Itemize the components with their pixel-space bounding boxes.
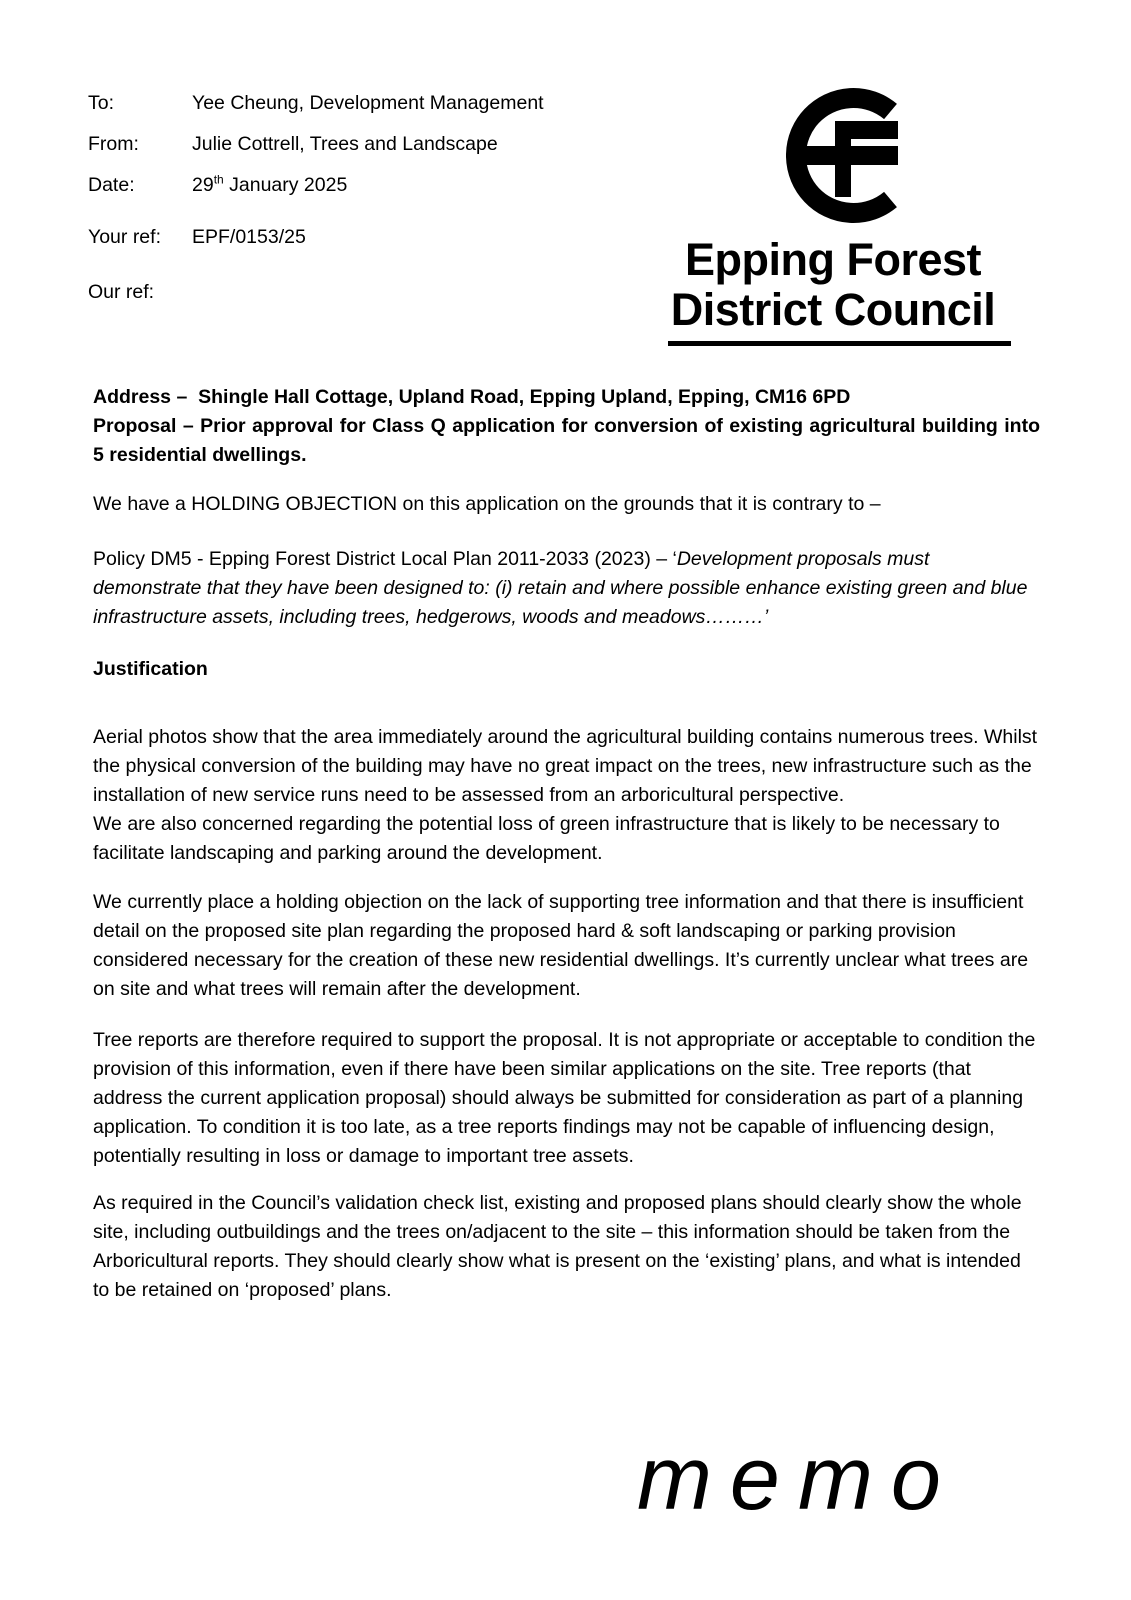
tree-reports-paragraph: Tree reports are therefore required to support the proposal. It is not appropriate or acceptable to condition the provision of this information, even if there have been similar applications on the site. Tree reports (that address the current application proposal) should always be submitted for consideration as part of a planning application. To condition it is too late, as a tree reports findings may not be capable of influencing design, potentially resulting in loss or damage to important tree assets. (93, 1029, 1036, 1167)
memo-watermark: memo (636, 1429, 959, 1529)
validation-checklist-paragraph: As required in the Council’s validation check list, existing and proposed plans should clearly show the whole site, including outbuildings and the trees on/adjacent to the site – this information should be taken from the Arboricultural reports. They should clearly show what is present on the ‘existing’ plans, and what is intended to be retained on ‘proposed’ plans. (93, 1192, 1022, 1301)
subject-block (93, 383, 1040, 470)
field-row-our-ref (88, 281, 544, 304)
field-row-from (88, 133, 544, 156)
date-label: Date: (88, 174, 135, 196)
field-row-date (88, 174, 544, 197)
from-label: From: (88, 133, 139, 155)
council-logo (655, 83, 1011, 346)
field-row-to (88, 92, 544, 115)
memo-body (93, 383, 1040, 1305)
justification-heading: Justification (93, 658, 208, 680)
green-infrastructure-paragraph: We are also concerned regarding the potential loss of green infrastructure that is likely to be necessary to facilitate landscaping and parking around the development. (93, 813, 1000, 864)
ef-monogram-icon (786, 83, 926, 233)
logo-underline (668, 341, 1011, 346)
our-ref-label: Our ref: (88, 281, 155, 303)
council-name-line2: District Council (670, 284, 996, 335)
subject-proposal: Proposal – Prior approval for Class Q application for conversion of existing agricultural building into 5 residential dwellings. (93, 415, 1040, 466)
subject-address: Address – Shingle Hall Cottage, Upland Road, Epping Upland, Epping, CM16 6PD (93, 386, 851, 408)
date-ordinal: th (213, 172, 224, 187)
your-ref-value: EPF/0153/25 (192, 226, 306, 248)
policy-quote: Development proposals must demonstrate that they have been designed to: (i) retain and where possible enhance existing green and blue infrastructure assets, including trees, hedgerows, woods and meadows………’ (93, 548, 1028, 628)
council-name-line1: Epping Forest (685, 234, 981, 285)
holding-detail-paragraph: We currently place a holding objection on the lack of supporting tree information and that there is insufficient detail on the proposed site plan regarding the proposed hard & soft landscaping or parking provision considered necessary for the creation of these new residential dwellings. It’s currently unclear what trees are on site and what trees will remain after the development. (93, 891, 1029, 1000)
policy-intro: Policy DM5 - Epping Forest District Local Plan 2011-2033 (2023) – ‘ (93, 548, 677, 570)
your-ref-label: Your ref: (88, 226, 161, 248)
aerial-photos-paragraph: Aerial photos show that the area immediately around the agricultural building contains numerous trees. Whilst the physical conversion of the building may have no great impact on the trees, new infrastructure such as the installation of new service runs need to be assessed from an arboricultural perspective. (93, 726, 1038, 806)
council-name (655, 235, 1011, 335)
date-value (192, 174, 347, 197)
date-day: 29 (192, 174, 214, 196)
field-row-your-ref (88, 226, 544, 249)
holding-objection-paragraph: We have a HOLDING OBJECTION on this application on the grounds that it is contrary to – (93, 493, 881, 515)
to-label: To: (88, 92, 115, 114)
to-value: Yee Cheung, Development Management (192, 92, 544, 114)
header-fields (88, 92, 544, 304)
date-rest: January 2025 (223, 174, 348, 196)
from-value: Julie Cottrell, Trees and Landscape (192, 133, 498, 155)
policy-paragraph (93, 545, 1040, 632)
